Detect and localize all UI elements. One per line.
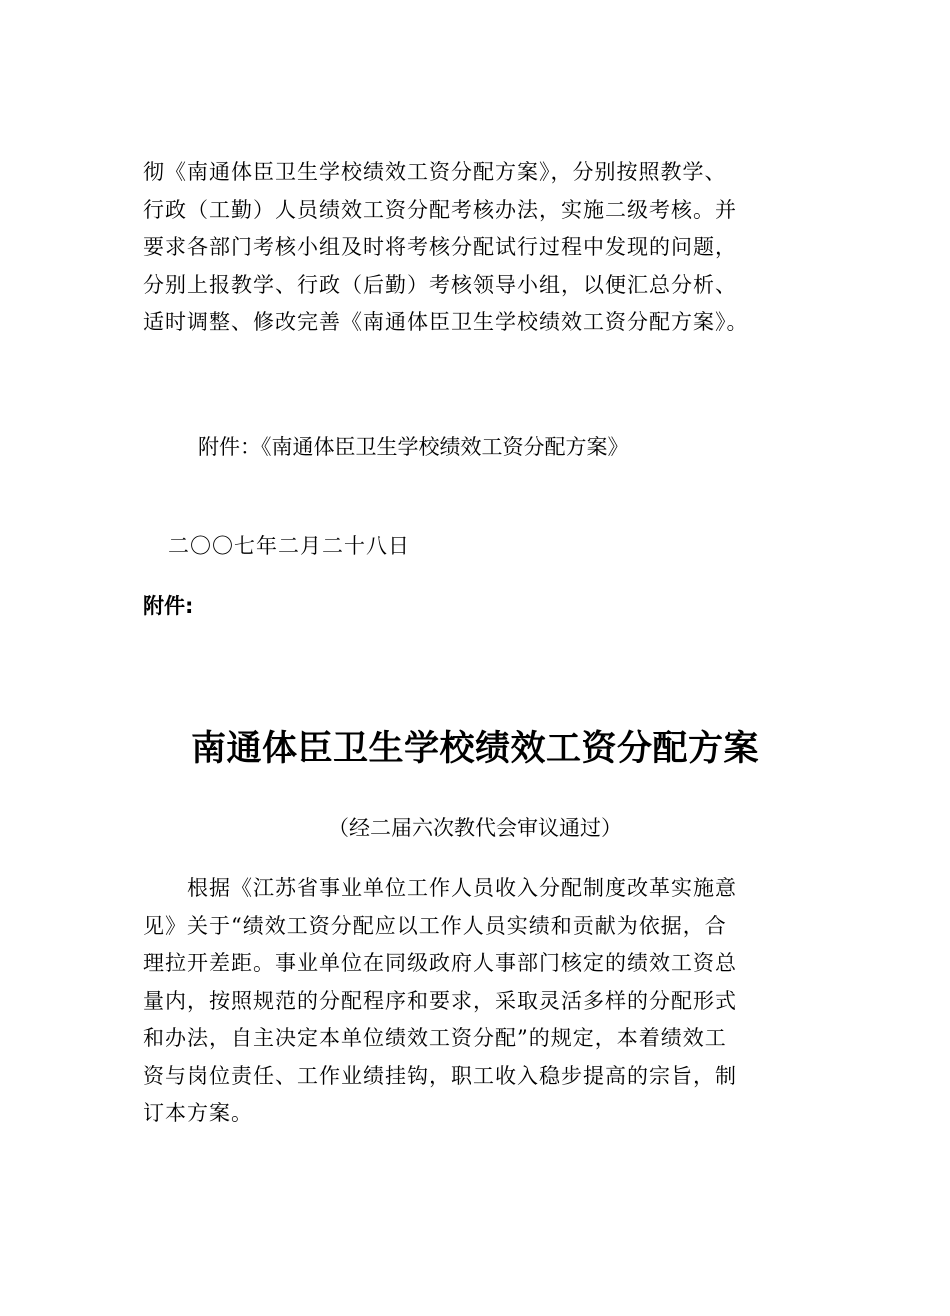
intro-line: 彻《南通体臣卫生学校绩效工资分配方案》，分别按照教学、 [143,160,727,184]
document-title: 南通体臣卫生学校绩效工资分配方案 [190,729,759,769]
body-line: 资与岗位责任、工作业绩挂钩，职工收入稳步提高的宗旨，制 [143,1063,737,1088]
body-line: 见》关于“绩效工资分配应以工作人员实绩和贡献为依据，合 [143,913,727,938]
intro-line: 分别上报教学、行政（后勤）考核领导小组，以便汇总分析、 [143,272,737,297]
body-line: 理拉开差距。事业单位在同级政府人事部门核定的绩效工资总 [143,951,737,975]
attachment-heading: 附件: [143,594,194,618]
intro-paragraph [143,154,803,342]
body-line: 和办法，自主决定本单位绩效工资分配”的规定，本着绩效工 [143,1026,727,1050]
intro-line: 适时调整、修改完善《南通体臣卫生学校绩效工资分配方案》。 [143,310,749,334]
intro-line: 行政（工勤）人员绩效工资分配考核办法，实施二级考核。并 [143,197,737,222]
document-subtitle: （经二届六次教代会审议通过） [328,816,622,840]
body-line: 订本方案。 [143,1101,253,1125]
intro-line: 要求各部门考核小组及时将考核分配试行过程中发现的问题， [143,235,737,259]
attachment-reference: 附件：《南通体臣卫生学校绩效工资分配方案》 [198,435,629,459]
body-paragraph [143,870,803,1133]
body-line: 根据《江苏省事业单位工作人员收入分配制度改革实施意 [143,876,737,900]
document-date: 二〇〇七年二月二十八日 [168,534,410,558]
body-line: 量内，按照规范的分配程序和要求，采取灵活多样的分配形式 [143,988,737,1013]
